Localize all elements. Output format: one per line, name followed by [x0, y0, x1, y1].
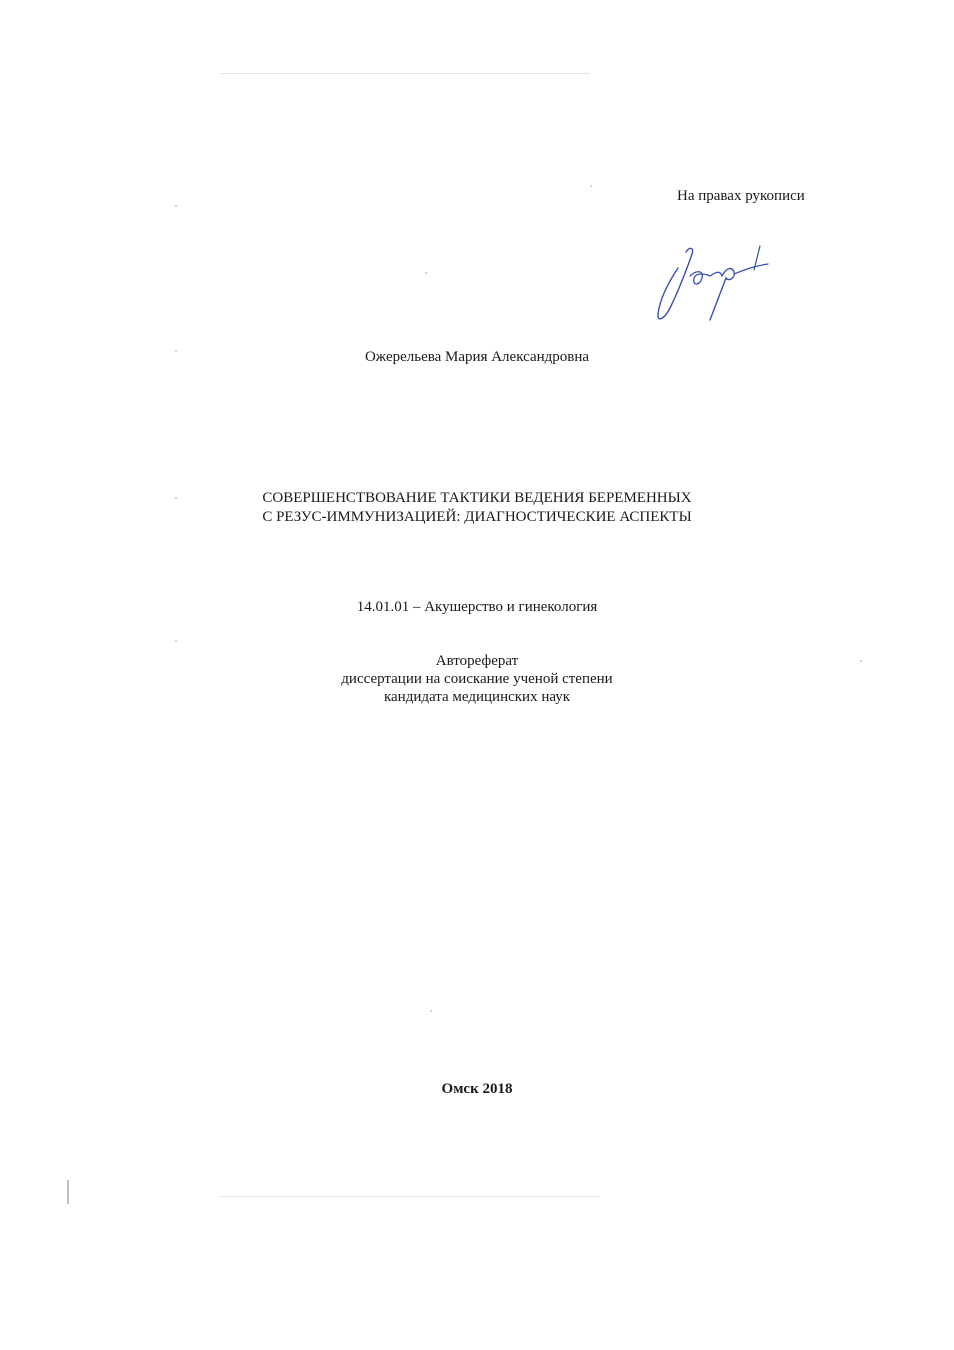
scan-dot — [430, 1010, 432, 1012]
dissertation-title — [0, 489, 954, 527]
scan-artifact-left-edge — [67, 1180, 69, 1204]
title-line-1: СОВЕРШЕНСТВОВАНИЕ ТАКТИКИ ВЕДЕНИЯ БЕРЕМЕННЫХ — [262, 490, 692, 506]
document-type-line-2: диссертации на соискание ученой степени — [341, 671, 613, 687]
signature-image — [648, 236, 778, 326]
author-name: Ожерельева Мария Александровна — [364, 349, 590, 365]
scan-dot — [175, 205, 177, 207]
specialty-code: 14.01.01 – Акушерство и гинекология — [356, 599, 598, 615]
title-line-2: С РЕЗУС-ИММУНИЗАЦИЕЙ: ДИАГНОСТИЧЕСКИЕ АСПЕКТЫ — [262, 509, 692, 525]
rights-note: На правах рукописи — [677, 188, 805, 204]
scan-dot — [590, 185, 592, 187]
scan-artifact-bottom-line — [220, 1196, 600, 1197]
scan-dot — [425, 272, 427, 274]
scan-dot — [175, 640, 177, 642]
document-type-block — [0, 652, 954, 706]
document-type-line-3: кандидата медицинских наук — [383, 689, 571, 705]
document-type-line-1: Автореферат — [435, 653, 519, 669]
city-year: Омск 2018 — [441, 1081, 513, 1097]
scan-artifact-top-line — [220, 73, 590, 74]
